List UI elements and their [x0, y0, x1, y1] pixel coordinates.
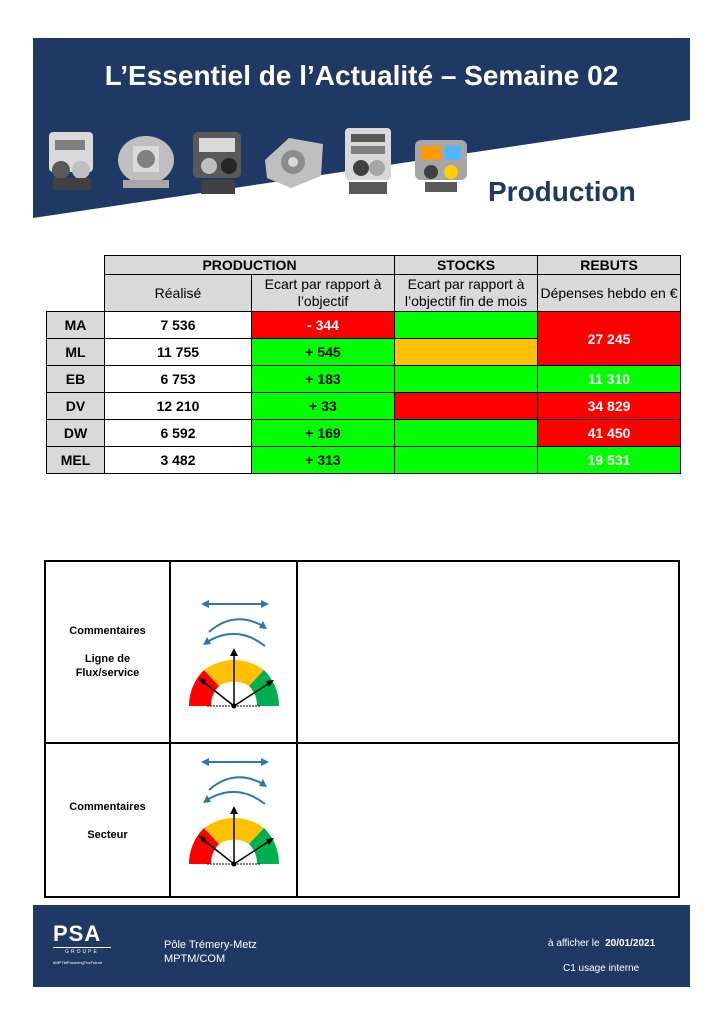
- table-row: [47, 366, 681, 393]
- footer: [33, 905, 690, 987]
- rebut-value: 19 531: [538, 447, 681, 474]
- engine-images: [41, 122, 471, 202]
- row-label: EB: [47, 366, 105, 393]
- header-production: PRODUCTION: [105, 256, 395, 275]
- comment-subtitle-2: Secteur: [87, 829, 128, 841]
- table-row: [47, 420, 681, 447]
- psa-logo: [53, 923, 123, 965]
- ecart-value: + 33: [252, 393, 395, 420]
- row-label: DW: [47, 420, 105, 447]
- stock-status-cell: [395, 312, 538, 339]
- gauge-arrows-icon: [179, 596, 289, 712]
- subheader-ecart-objectif: Ecart par rapport à l’objectif: [252, 275, 395, 312]
- ecart-value: + 313: [252, 447, 395, 474]
- site-line-1: Pôle Trémery-Metz: [164, 939, 257, 951]
- engine-image-2: [113, 126, 179, 196]
- row-label: ML: [47, 339, 105, 366]
- logo-text: PSA: [53, 921, 102, 946]
- usage-classification: C1 usage interne: [563, 963, 640, 974]
- subheader-realise: Réalisé: [105, 275, 252, 312]
- engine-image-6: [407, 126, 475, 196]
- rebut-value: 11 310: [538, 366, 681, 393]
- stock-status-cell: [395, 366, 538, 393]
- comment-title-2: Commentaires: [69, 801, 146, 813]
- site-line-2: MPTM/COM: [164, 953, 226, 965]
- ecart-value: + 545: [252, 339, 395, 366]
- subheader-ecart-fin-mois: Ecart par rapport à l’objectif fin de mois: [395, 275, 538, 312]
- engine-image-5: [337, 122, 399, 198]
- realise-value: 3 482: [105, 447, 252, 474]
- realise-value: 6 753: [105, 366, 252, 393]
- table-corner: [47, 256, 105, 275]
- stock-status-cell: [395, 420, 538, 447]
- engine-image-3: [187, 124, 249, 198]
- table-row: [47, 447, 681, 474]
- row-label: DV: [47, 393, 105, 420]
- stock-status-cell: [395, 339, 538, 366]
- rebut-value: 34 829: [538, 393, 681, 420]
- realise-value: 7 536: [105, 312, 252, 339]
- table-row: [47, 312, 681, 339]
- comments-box: [44, 560, 680, 898]
- divider: [169, 562, 171, 896]
- engine-image-1: [41, 122, 103, 194]
- ecart-value: + 183: [252, 366, 395, 393]
- logo-sub: GROUPE: [53, 947, 111, 955]
- header-rebuts: REBUTS: [538, 256, 681, 275]
- ecart-value: - 344: [252, 312, 395, 339]
- display-date-label: à afficher le: [548, 938, 600, 949]
- stock-status-cell: [395, 393, 538, 420]
- realise-value: 6 592: [105, 420, 252, 447]
- stock-status-cell: [395, 447, 538, 474]
- page-title: L’Essentiel de l’Actualité – Semaine 02: [104, 60, 619, 91]
- display-date: [548, 938, 655, 949]
- divider: [296, 562, 298, 896]
- rebut-value: 27 245: [538, 312, 681, 366]
- logo-tag: #MPTMPoweringTheFuture: [53, 960, 103, 965]
- comment-title-1: Commentaires: [69, 625, 146, 637]
- ecart-value: + 169: [252, 420, 395, 447]
- rebut-value: 41 450: [538, 420, 681, 447]
- site-info: [164, 938, 257, 966]
- engine-image-4: [259, 130, 329, 194]
- section-title: Production: [488, 176, 636, 207]
- subheader-depenses: Dépenses hebdo en €: [538, 275, 681, 312]
- comment-subtitle-1: Ligne de Flux/service: [75, 653, 140, 679]
- table-row: [47, 393, 681, 420]
- realise-value: 12 210: [105, 393, 252, 420]
- divider: [46, 742, 678, 744]
- row-label: MEL: [47, 447, 105, 474]
- header-stocks: STOCKS: [395, 256, 538, 275]
- realise-value: 11 755: [105, 339, 252, 366]
- production-table: [46, 255, 681, 474]
- table-corner-2: [47, 275, 105, 312]
- row-label: MA: [47, 312, 105, 339]
- gauge-arrows-icon: [179, 754, 289, 870]
- display-date-value: 20/01/2021: [605, 938, 656, 949]
